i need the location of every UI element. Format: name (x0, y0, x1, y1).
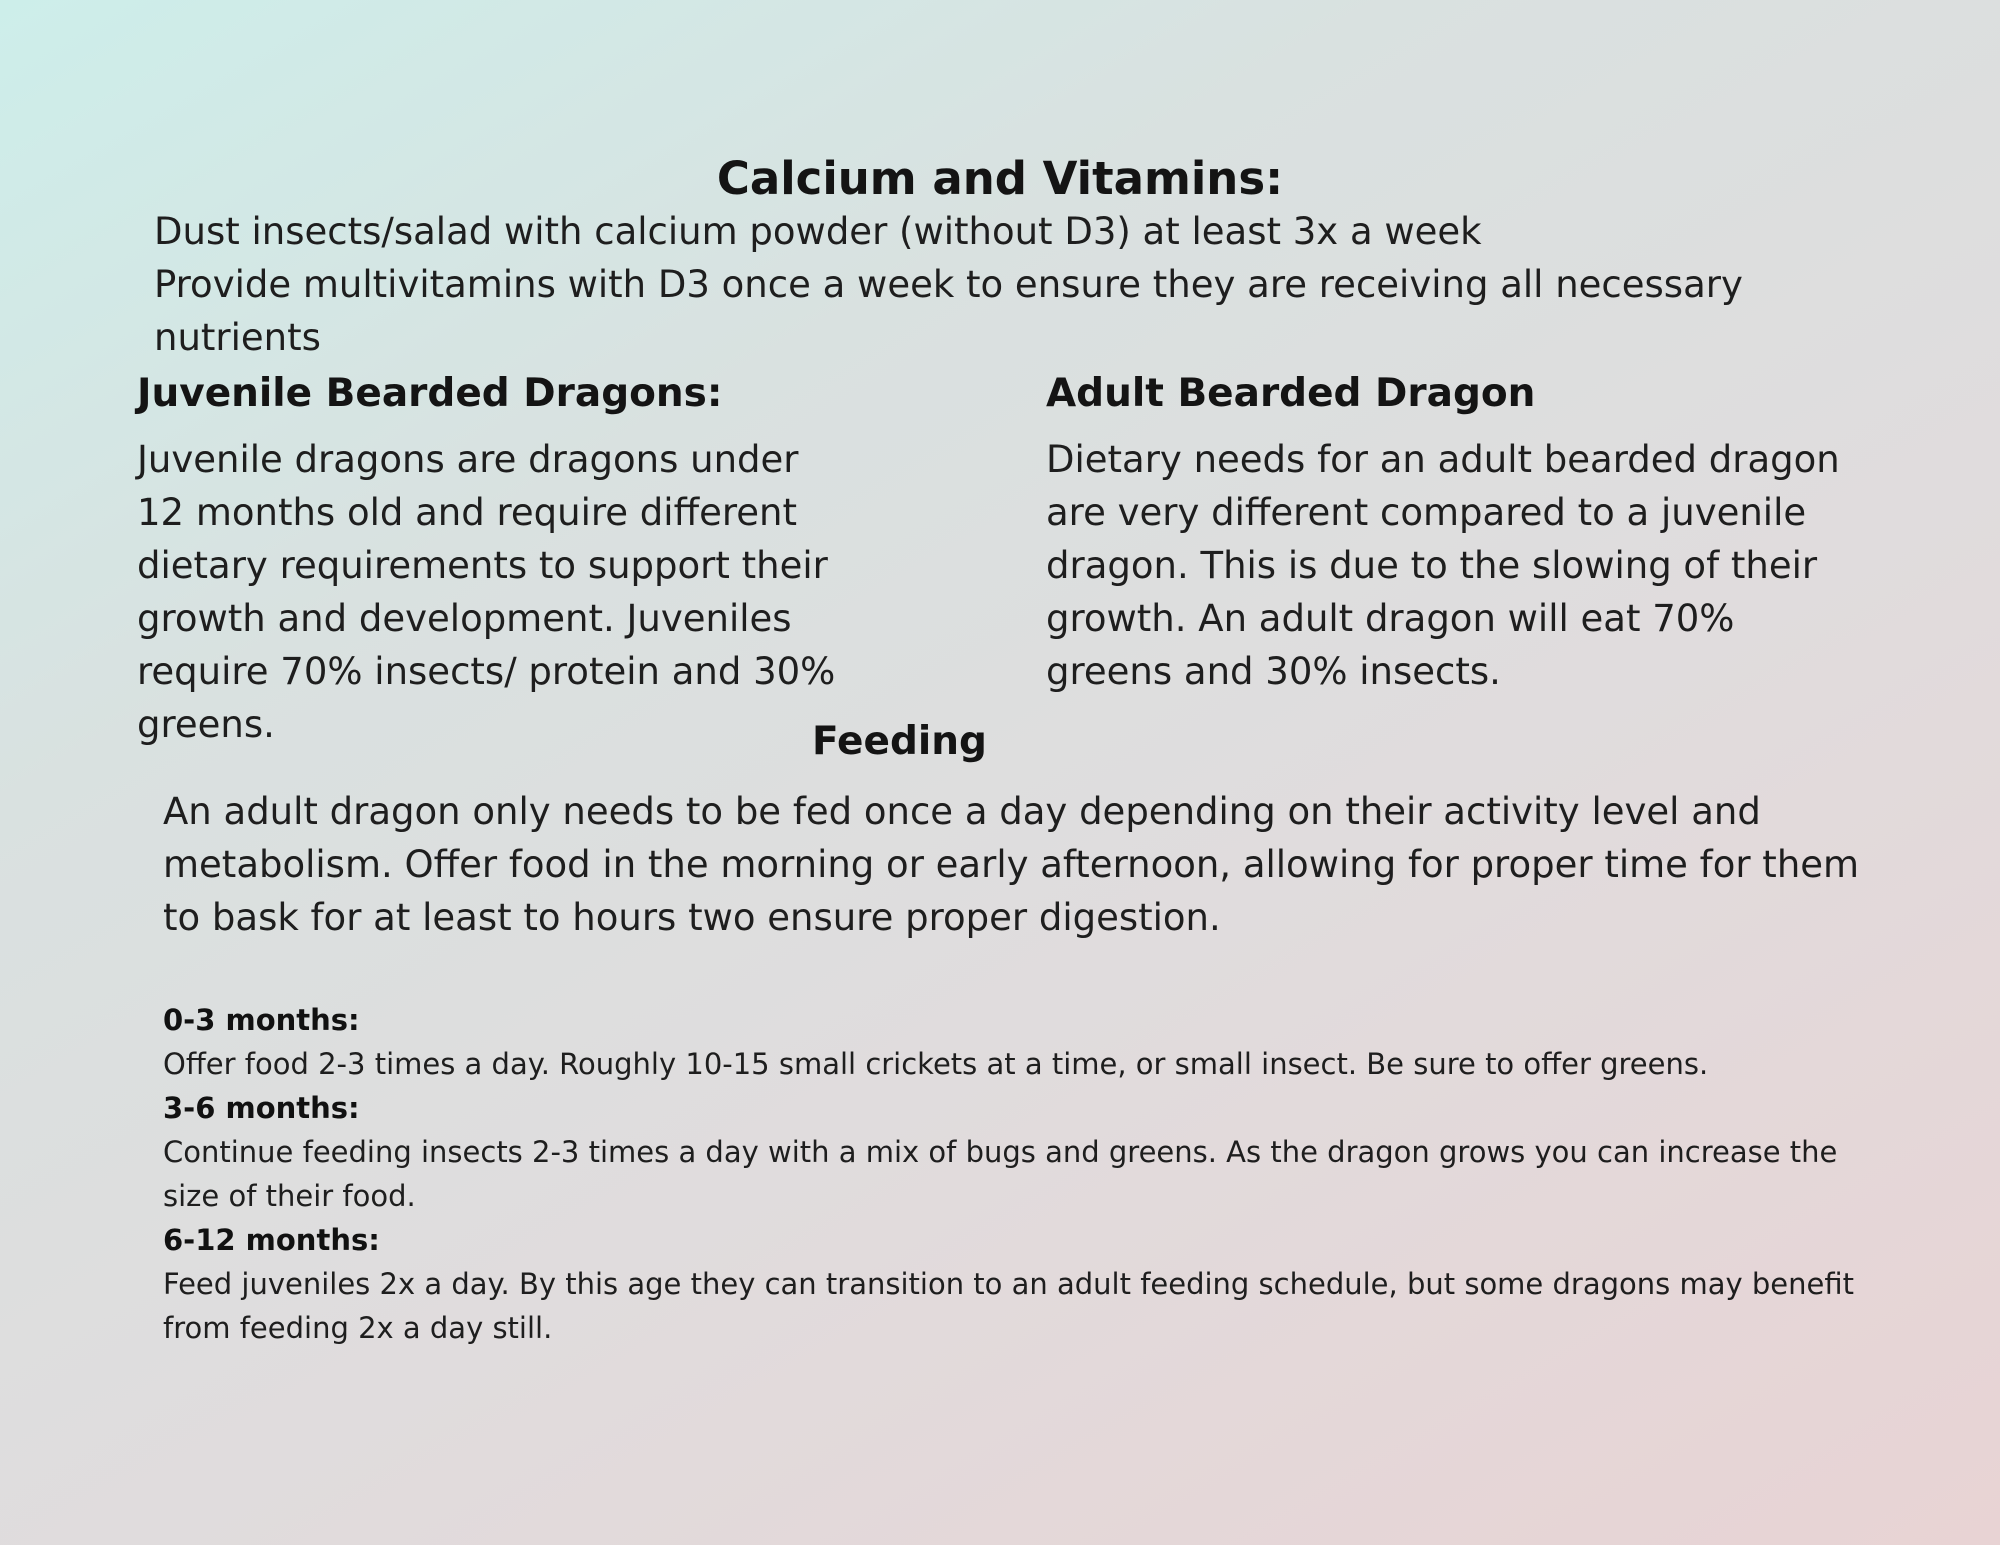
adult-description: Dietary needs for an adult bearded dragon are very different compared to a juvenile dragon. This is due to the slowing of their growth. An adult dragon will eat 70% greens and 30% insects. (1046, 438, 1840, 693)
schedule-label: 0-3 months: (163, 1003, 360, 1037)
multivitamin-text: Provide multivitamins with D3 once a week to ensure they are receiving all necessary nutrients (154, 263, 1743, 359)
calcium-dusting-text: Dust insects/salad with calcium powder (without D3) at least 3x a week (154, 210, 1482, 253)
schedule-text: Offer food 2-3 times a day. Roughly 10-15 small crickets at a time, or small insect. Be sure to offer greens. (163, 1047, 1709, 1081)
schedule-label: 3-6 months: (163, 1091, 360, 1125)
schedule-item-6-12-months (163, 1218, 1883, 1350)
calcium-vitamins-section (154, 205, 1854, 364)
adult-heading: Adult Bearded Dragon (1046, 371, 1536, 416)
schedule-text: Feed juveniles 2x a day. By this age they can transition to an adult feeding schedule, but some dragons may benefit from feeding 2x a day still. (163, 1267, 1854, 1345)
juvenile-description: Juvenile dragons are dragons under 12 months old and require different dietary requirements to support their growth and development. Juveniles require 70% insects/ protein and 30% greens. (137, 438, 836, 746)
feeding-description: An adult dragon only needs to be fed once a day depending on their activity level and metabolism. Offer food in the morning or early afternoon, allowing for proper time for them to bask for at least to hours two ensure proper digestion. (163, 790, 1860, 939)
feeding-schedule (163, 998, 1883, 1350)
schedule-text: Continue feeding insects 2-3 times a day with a mix of bugs and greens. As the dragon grows you can increase the size of their food. (163, 1135, 1838, 1213)
calcium-vitamins-heading: Calcium and Vitamins: (716, 152, 1284, 205)
schedule-label: 6-12 months: (163, 1223, 380, 1257)
schedule-item-0-3-months (163, 998, 1883, 1086)
feeding-heading: Feeding (812, 719, 987, 764)
juvenile-heading: Juvenile Bearded Dragons: (137, 371, 723, 416)
schedule-item-3-6-months (163, 1086, 1883, 1218)
